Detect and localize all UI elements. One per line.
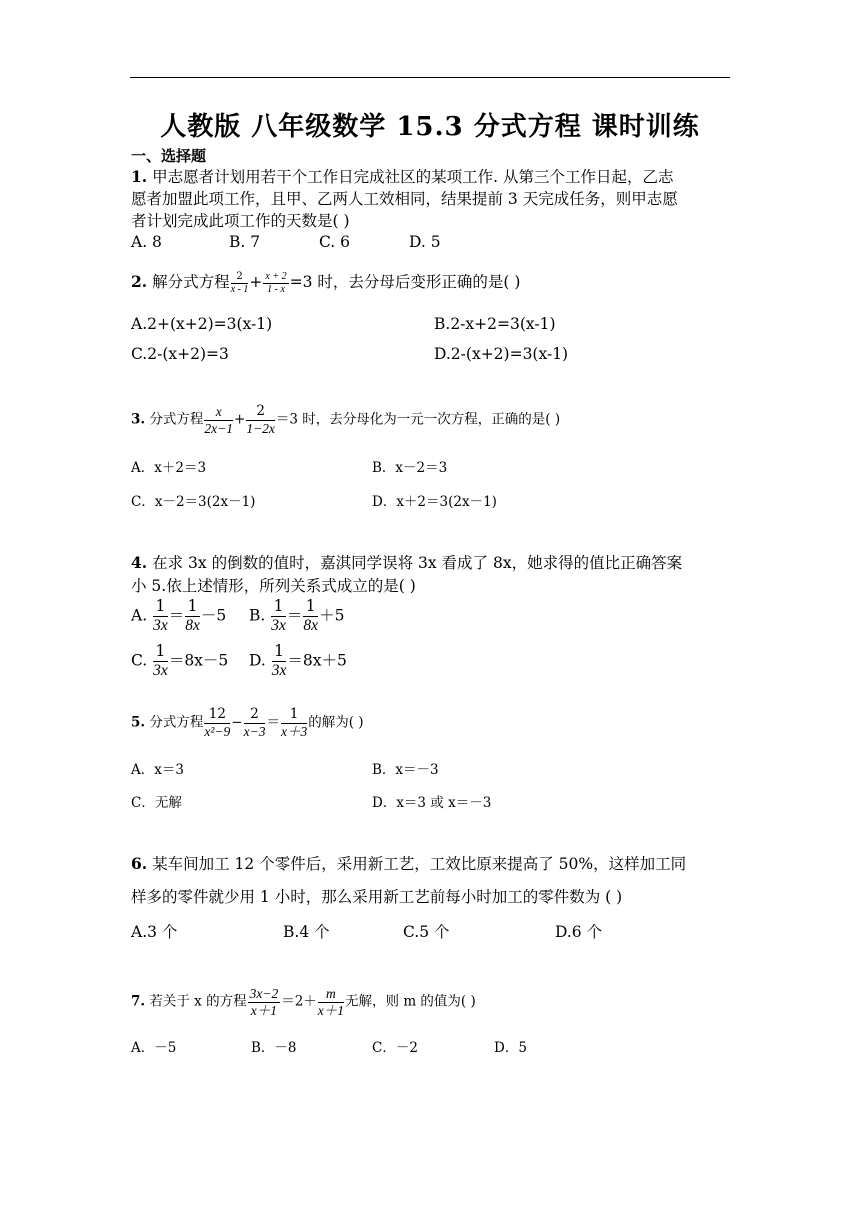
q1-line1: 1. 甲志愿者计划用若干个工作日完成社区的某项工作. 从第三个工作日起，乙志 [131,167,674,186]
q5-fraction-1: $\frac{12}{\text{x²−9}}$ [204,706,231,739]
q5-fraction-2: $\frac{2}{x-3}$ [243,706,266,739]
q7-option-d: D．5 [494,1040,527,1056]
q6-line1: 6. 某车间加工 12 个零件后，采用新工艺，工效比原来提高了 50%，这样加工同 [131,854,687,873]
q2-option-c: C.2-(x+2)=3 [131,345,229,363]
q3-option-c: C．x－2＝3(2x－1) [131,494,256,510]
q6-option-b: B.4 个 [283,923,330,941]
q3-option-a: A．x＋2＝3 [131,460,207,476]
q4-option-c: C. $\frac{1}{3x}$ ＝8x－5 [131,642,229,679]
q7-fraction-2: $\frac{m}{x+1}$ [317,986,345,1018]
q2-option-a: A.2+(x+2)=3(x-1) [131,315,273,333]
q6-line2: 样多的零件就少用 1 小时，那么采用新工艺前每小时加工的零件数为 ( ) [131,888,623,906]
q3-stem: 3. 分式方程 $\frac{x}{2x-1}$ + $\frac{2}{1-2x}$ ＝3 时，去分母化为一元一次方程，正确的是( ) [131,403,561,436]
q2-option-d: D.2-(x+2)=3(x-1) [434,345,569,363]
q1-option-a: A. 8 [131,233,162,251]
q4-a-frac-2: $\frac{1}{8x}$ [185,597,200,634]
q4-option-d: D. $\frac{1}{3x}$ ＝8x＋5 [249,642,347,679]
q4-a-frac-1: $\frac{1}{3x}$ [153,597,168,634]
q1-option-b: B. 7 [229,233,261,251]
q2-fraction-2: $\frac{x + 2}{1 - x}$ [265,271,287,295]
header-rule [130,77,730,78]
q2-option-b: B.2-x+2=3(x-1) [434,315,556,333]
q5-option-d: D．x＝3 或 x＝－3 [372,795,492,811]
q7-option-b: B．－8 [251,1040,297,1056]
q3-option-b: B．x－2＝3 [372,460,448,476]
q1-option-c: C. 6 [319,233,351,251]
q4-b-frac-2: $\frac{1}{8x}$ [303,597,319,634]
q2-stem: 2. 解分式方程 $\frac{2}{x - 1}$ + $\frac{x + 2}{1 - x}$ =3 时，去分母后变形正确的是( ) [131,271,521,295]
q4-option-a: A. $\frac{1}{3x}$ ＝ $\frac{1}{8x}$ －5 [131,597,227,634]
q6-option-c: C.5 个 [403,923,450,941]
q1-option-d: D. 5 [409,233,441,251]
q4-d-frac: $\frac{1}{3x}$ [271,642,287,679]
q4-b-frac-1: $\frac{1}{3x}$ [271,597,286,634]
q6-option-a: A.3 个 [131,923,178,941]
q4-line1: 4. 在求 3x 的倒数的值时，嘉淇同学误将 3x 看成了 8x，她求得的值比正确答案 [131,553,683,572]
q7-fraction-1: $\frac{3x-2}{x+1}$ [249,986,279,1018]
q4-c-frac: $\frac{1}{3x}$ [153,642,168,679]
q7-stem: 7. 若关于 x 的方程 $\frac{3x-2}{x+1}$ ＝2＋ $\frac{m}{x+1}$ 无解，则 m 的值为( ) [131,986,476,1018]
q1-line3: 者计划完成此项工作的天数是( ) [131,212,350,230]
q5-option-a: A．x＝3 [131,762,184,778]
q1-line2: 愿者加盟此项工作，且甲、乙两人工效相同，结果提前 3 天完成任务，则甲志愿 [131,190,678,208]
q5-fraction-3: $\frac{1}{x+3}$ [280,706,308,739]
q6-option-d: D.6 个 [555,923,603,941]
q2-fraction-1: $\frac{2}{x - 1}$ [230,271,249,295]
q4-line2: 小 5.依上述情形，所列关系式成立的是( ) [131,577,416,595]
q4-option-b: B. $\frac{1}{3x}$ ＝ $\frac{1}{8x}$ ＋5 [249,597,345,634]
q5-stem: 5. 分式方程 $\frac{12}{\text{x²−9}}$ − $\frac{2}{x-3}$ ＝ $\frac{1}{x+3}$ 的解为( ) [131,706,364,739]
page-title: 人教版 八年级数学 15.3 分式方程 课时训练 [160,112,700,142]
q7-option-a: A．－5 [131,1040,177,1056]
q7-option-c: C．－2 [372,1040,418,1056]
q3-fraction-1: $\frac{x}{2x-1}$ [204,404,233,436]
q5-option-b: B．x＝－3 [372,762,439,778]
section-heading: 一、选择题 [131,147,207,165]
q3-option-d: D．x＋2＝3(2x－1) [372,494,497,510]
q3-fraction-2: $\frac{2}{1-2x}$ [246,403,275,436]
q5-option-c: C．无解 [131,795,182,811]
